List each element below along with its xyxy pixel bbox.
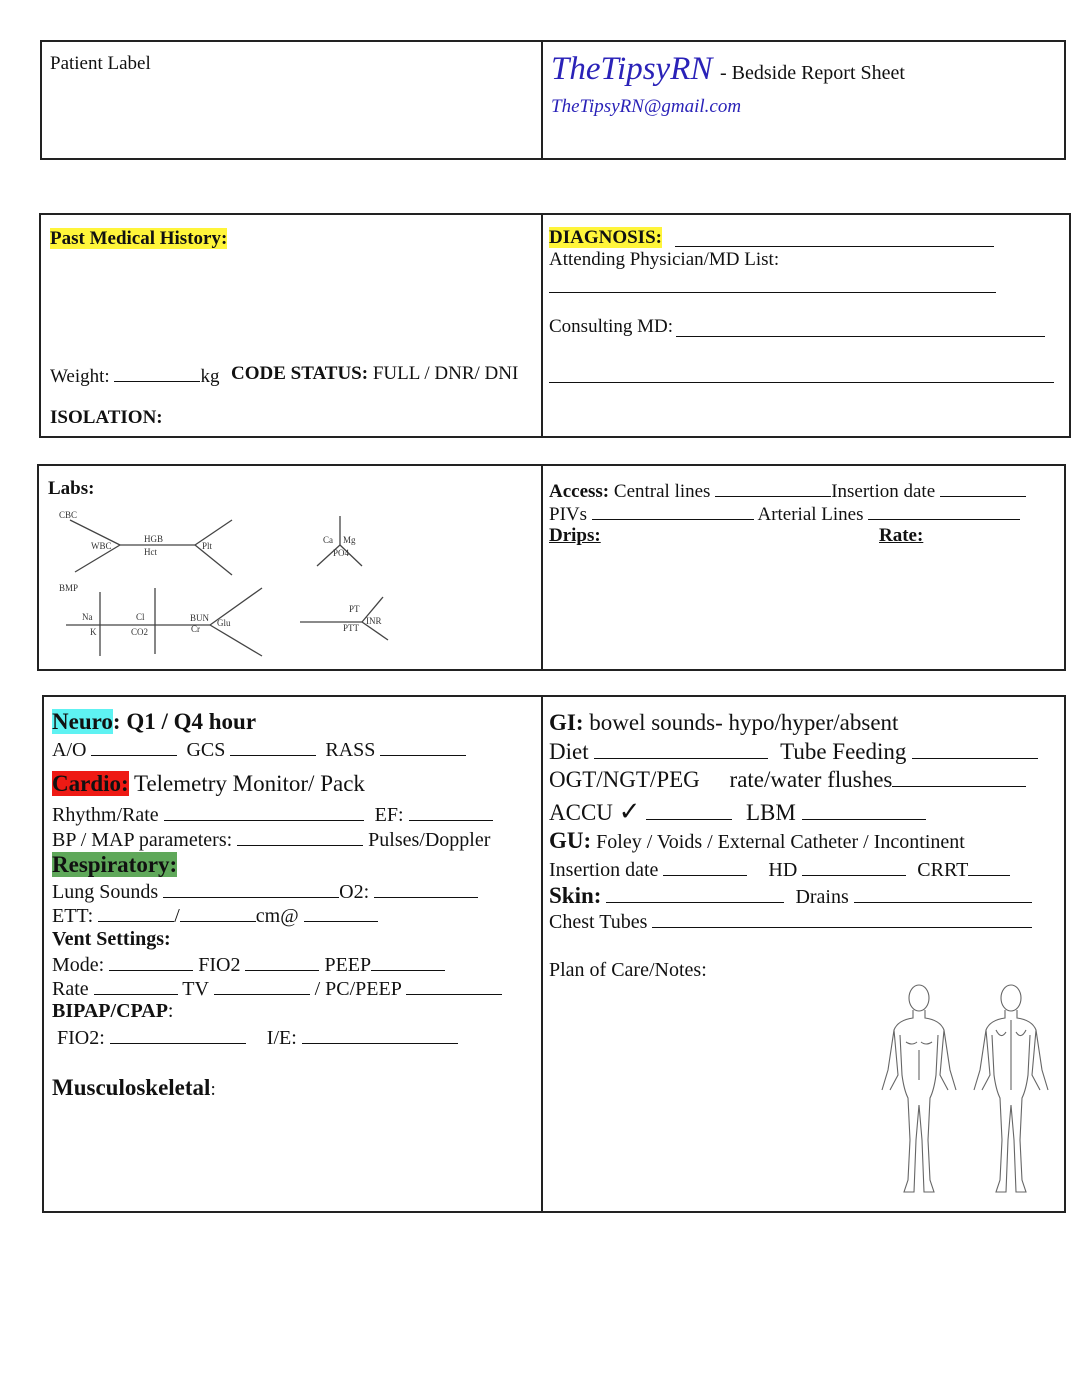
arterial-lines-field[interactable] — [868, 501, 1020, 520]
gu-insertion-field[interactable] — [663, 857, 747, 876]
rhythm-label: Rhythm/Rate — [52, 804, 159, 826]
ett-label: ETT: — [52, 905, 94, 927]
skin-row — [549, 884, 1032, 908]
k-label: K — [90, 627, 97, 637]
bmp-label: BMP — [59, 583, 79, 593]
tube-feeding-label: Tube Feeding — [780, 739, 907, 764]
ef-field[interactable] — [409, 802, 493, 821]
arterial-lines-label: Arterial Lines — [757, 504, 864, 525]
tube-feeding-field[interactable] — [912, 738, 1038, 759]
o2-label: O2: — [339, 881, 370, 903]
drains-field[interactable] — [854, 884, 1032, 903]
rate-flushes-field[interactable] — [892, 766, 1026, 787]
diagnosis-label: DIAGNOSIS: — [549, 227, 662, 248]
chest-tubes-field[interactable] — [652, 909, 1032, 928]
front-head — [909, 985, 929, 1011]
pulses-label: Pulses/Doppler — [368, 829, 491, 851]
hgb-label: HGB — [144, 534, 164, 544]
cbc-line-5 — [195, 545, 232, 575]
ett-slash: / — [174, 905, 180, 927]
labs-title: Labs: — [48, 478, 95, 499]
bipap-row — [57, 1025, 458, 1049]
mode-row — [52, 952, 445, 976]
lbm-field[interactable] — [802, 799, 926, 820]
skin-field[interactable] — [606, 884, 784, 903]
bp-map-field[interactable] — [237, 827, 363, 846]
accu-label: ACCU — [549, 800, 613, 825]
bun-label: BUN — [190, 613, 210, 623]
drains-label: Drains — [795, 886, 849, 908]
tv-label: TV — [182, 978, 209, 1000]
weight-label: Weight: — [50, 366, 110, 387]
ogt-row — [549, 766, 1026, 793]
front-torso — [882, 1010, 956, 1192]
back-spine — [996, 1020, 1026, 1090]
front-chest — [906, 1042, 932, 1080]
gu-label: GU: — [549, 828, 592, 853]
ie-field[interactable] — [302, 1025, 458, 1044]
hct-label: Hct — [144, 547, 157, 557]
check-icon: ✓ — [618, 797, 641, 827]
rhythm-row — [52, 802, 493, 826]
drips-label: Drips: — [549, 525, 601, 546]
bmp-line-5 — [210, 625, 262, 656]
rhythm-field[interactable] — [164, 802, 364, 821]
access-row — [549, 478, 1026, 503]
bp-row — [52, 827, 490, 851]
rate-flushes-label: rate/water flushes — [729, 767, 893, 792]
body-diagram-icon — [870, 980, 1060, 1202]
musculoskeletal-label: Musculoskeletal: — [52, 1075, 216, 1100]
brand-logo: TheTipsyRN — [551, 51, 713, 87]
po4-label: PO4 — [333, 548, 350, 558]
kg-label: kg — [200, 366, 220, 387]
lung-sounds-label: Lung Sounds — [52, 881, 159, 903]
neuro-heading: Neuro: Q1 / Q4 hour — [52, 709, 257, 734]
gu-options: Foley / Voids / External Catheter / Incontinent — [596, 831, 965, 853]
rate-label: Rate: — [879, 525, 924, 546]
neuro-row — [52, 737, 466, 761]
pc-peep-label: / PC/PEEP — [314, 978, 402, 1000]
o2-field[interactable] — [374, 879, 478, 898]
peep-label: PEEP — [324, 954, 372, 976]
lung-sounds-row — [52, 879, 478, 903]
co2-label: CO2 — [131, 627, 149, 637]
ett-field-3[interactable] — [304, 903, 378, 922]
lung-sounds-field[interactable] — [163, 879, 339, 898]
bp-map-label: BP / MAP parameters: — [52, 829, 233, 851]
lbm-label: LBM — [745, 800, 796, 825]
gu-insertion-row — [549, 857, 1010, 881]
ie-label: I/E: — [266, 1027, 297, 1049]
gcs-field[interactable] — [230, 737, 316, 756]
rate-row — [52, 976, 502, 1000]
cardio-heading: Cardio: Telemetry Monitor/ Pack — [52, 771, 365, 796]
ett-field-2[interactable] — [180, 903, 256, 922]
fio2-label: FIO2 — [198, 954, 241, 976]
hd-field[interactable] — [802, 857, 906, 876]
central-lines-label: Central lines — [613, 481, 711, 502]
report-subtitle: - Bedside Report Sheet — [720, 62, 905, 84]
code-status-label: CODE STATUS: — [231, 363, 369, 384]
wbc-label: WBC — [91, 541, 112, 551]
pivs-row — [549, 501, 1020, 526]
ett-field-1[interactable] — [98, 903, 174, 922]
skin-label: Skin: — [549, 883, 602, 908]
central-lines-field[interactable] — [715, 478, 831, 497]
chest-tubes-label: Chest Tubes — [549, 911, 648, 933]
email-address: TheTipsyRN@gmail.com — [551, 96, 742, 117]
accu-field[interactable] — [646, 799, 732, 820]
ao-label: A/O — [52, 739, 87, 761]
rass-field[interactable] — [380, 737, 466, 756]
hd-label: HD — [768, 859, 798, 881]
cl-label: Cl — [136, 612, 145, 622]
crrt-field[interactable] — [968, 857, 1010, 876]
bipap-fio2-label: FIO2: — [57, 1027, 105, 1049]
pt-label: PT — [349, 604, 360, 614]
plt-label: Plt — [202, 541, 213, 551]
pc-peep-field[interactable] — [406, 976, 502, 995]
insertion-date-label: Insertion date — [831, 481, 936, 502]
pivs-field[interactable] — [592, 501, 754, 520]
ett-row — [52, 903, 378, 927]
respiratory-heading: Respiratory: — [52, 852, 178, 877]
attending-label: Attending Physician/MD List: — [549, 249, 780, 270]
tv-field[interactable] — [214, 976, 310, 995]
cm-at-label: cm@ — [255, 905, 299, 927]
consulting-label: Consulting MD: — [549, 316, 674, 337]
mode-field[interactable] — [109, 952, 193, 971]
diet-label: Diet — [549, 739, 589, 764]
peep-field[interactable] — [371, 952, 445, 971]
gcs-label: GCS — [186, 739, 226, 761]
accu-row — [549, 799, 926, 826]
vent-rate-label: Rate — [52, 978, 89, 1000]
crrt-label: CRRT — [917, 859, 969, 881]
gi-heading: GI: bowel sounds- hypo/hyper/absent — [549, 710, 899, 735]
fio2-field[interactable] — [245, 952, 319, 971]
plan-label: Plan of Care/Notes: — [549, 959, 707, 981]
ogt-label: OGT/NGT/PEG — [549, 767, 700, 792]
mg-label: Mg — [343, 535, 356, 545]
glu-label: Glu — [217, 618, 231, 628]
bipap-fio2-field[interactable] — [110, 1025, 246, 1044]
chest-tubes-row — [549, 909, 1032, 933]
diet-row — [549, 738, 1038, 765]
vent-settings-label: Vent Settings: — [52, 928, 171, 950]
pivs-label: PIVs — [549, 504, 588, 525]
ef-label: EF: — [374, 804, 404, 826]
patient-label: Patient Label — [50, 53, 151, 74]
rass-label: RASS — [325, 739, 376, 761]
gu-insertion-label: Insertion date — [549, 859, 659, 881]
back-head — [1001, 985, 1021, 1011]
inr-label: INR — [366, 616, 382, 626]
diet-field[interactable] — [594, 738, 768, 759]
access-label: Access: — [549, 481, 610, 502]
ao-field[interactable] — [91, 737, 177, 756]
vent-rate-field[interactable] — [94, 976, 178, 995]
bipap-label: BIPAP/CPAP: — [52, 1000, 174, 1022]
na-label: Na — [82, 612, 93, 622]
cbc-line-4 — [195, 520, 232, 545]
gu-row — [549, 830, 965, 853]
ca-label: Ca — [323, 535, 333, 545]
cbc-label: CBC — [59, 510, 78, 520]
code-status-options: FULL / DNR/ DNI — [372, 363, 519, 384]
pmh-label: Past Medical History: — [50, 228, 228, 249]
isolation-label: ISOLATION: — [50, 407, 163, 428]
mode-label: Mode: — [52, 954, 105, 976]
insertion-date-field[interactable] — [940, 478, 1026, 497]
cr-label: Cr — [191, 624, 200, 634]
ptt-label: PTT — [343, 623, 360, 633]
